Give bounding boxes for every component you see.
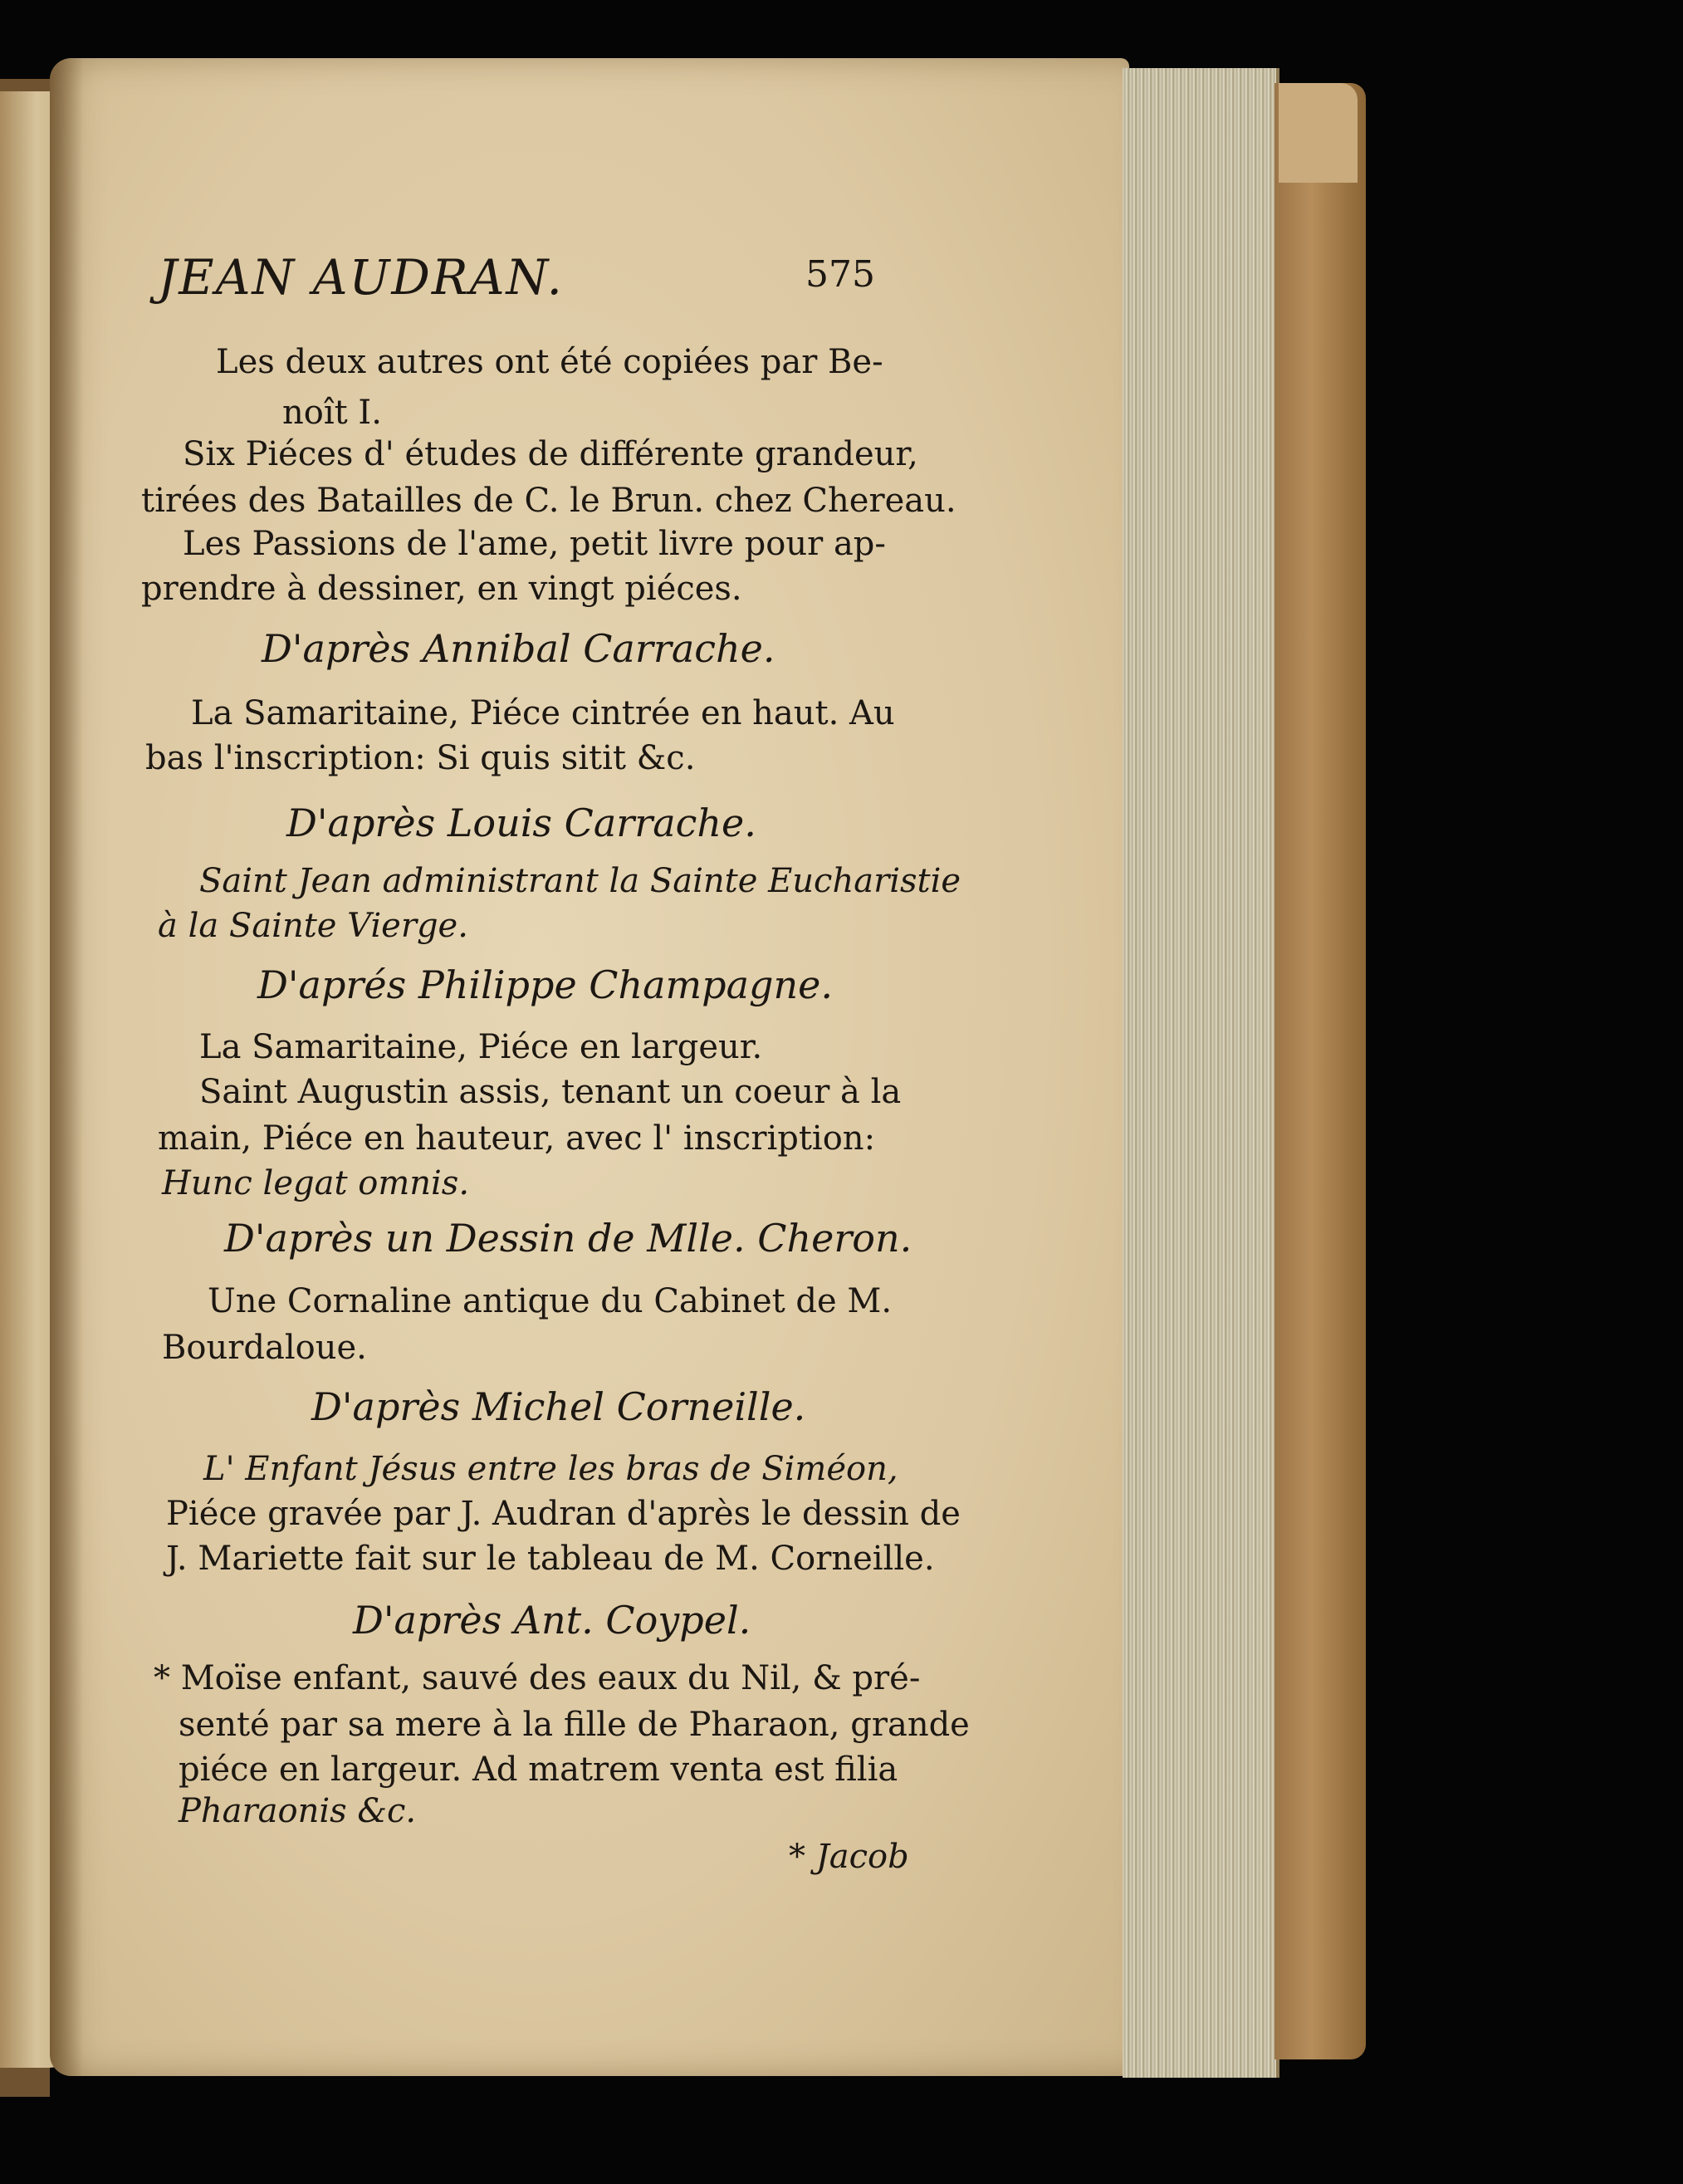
section-heading: D'après Ant. Coypel. [353,1598,751,1643]
text-line: senté par sa mere à la fille de Pharaon, grande [179,1706,970,1744]
section-heading: D'après un Dessin de Mlle. Cheron. [224,1216,912,1261]
text-line: La Samaritaine, Piéce en largeur. [199,1028,763,1066]
section-heading: D'après Louis Carrache. [286,801,756,845]
catchword: * Jacob [789,1838,909,1876]
right-book-board [1274,83,1366,2059]
section-heading: D'aprés Philippe Champagne. [257,962,833,1007]
text-line: Saint Augustin assis, tenant un coeur à la [199,1073,902,1111]
text-line: J. Mariette fait sur le tableau de M. Corneille. [166,1540,935,1578]
text-line: Pharaonis &c. [179,1792,417,1830]
text-line: piéce en largeur. Ad matrem venta est filia [179,1751,898,1789]
text-line: Six Piéces d' études de différente grandeur, [183,435,918,473]
text-line: main, Piéce en hauteur, avec l' inscription: [158,1119,876,1158]
section-heading: D'après Annibal Carrache. [262,626,775,671]
text-line: Les deux autres ont été copiées par Be- [216,343,883,381]
text-line: La Samaritaine, Piéce cintrée en haut. Au [191,694,895,732]
text-line: Piéce gravée par J. Audran d'après le dessin de [166,1495,961,1533]
page-number: 575 [805,253,875,296]
text-line: Saint Jean administrant la Sainte Eucharistie [199,862,961,900]
text-line: bas l'inscription: Si quis sitit &c. [145,739,696,777]
text-line: * Moïse enfant, sauvé des eaux du Nil, & pré- [154,1659,921,1697]
running-header-title: JEAN AUDRAN. [158,249,564,306]
text-line: noît I. [282,394,382,432]
text-line: Bourdaloue. [162,1329,367,1367]
text-line: Les Passions de l'ame, petit livre pour ap- [183,525,886,563]
section-heading: D'après Michel Corneille. [311,1384,806,1429]
page-gutter-shadow [50,58,83,2076]
text-line: tirées des Batailles de C. le Brun. chez Chereau. [141,482,956,520]
text-line: Une Cornaline antique du Cabinet de M. [208,1282,893,1320]
board-corner [1279,83,1358,183]
text-line: Hunc legat omnis. [162,1164,470,1202]
page-fore-edge [1123,68,1279,2078]
text-line: L' Enfant Jésus entre les bras de Siméon, [203,1450,898,1488]
text-line: à la Sainte Vierge. [158,907,468,945]
text-line: prendre à dessiner, en vingt piéces. [141,570,742,608]
